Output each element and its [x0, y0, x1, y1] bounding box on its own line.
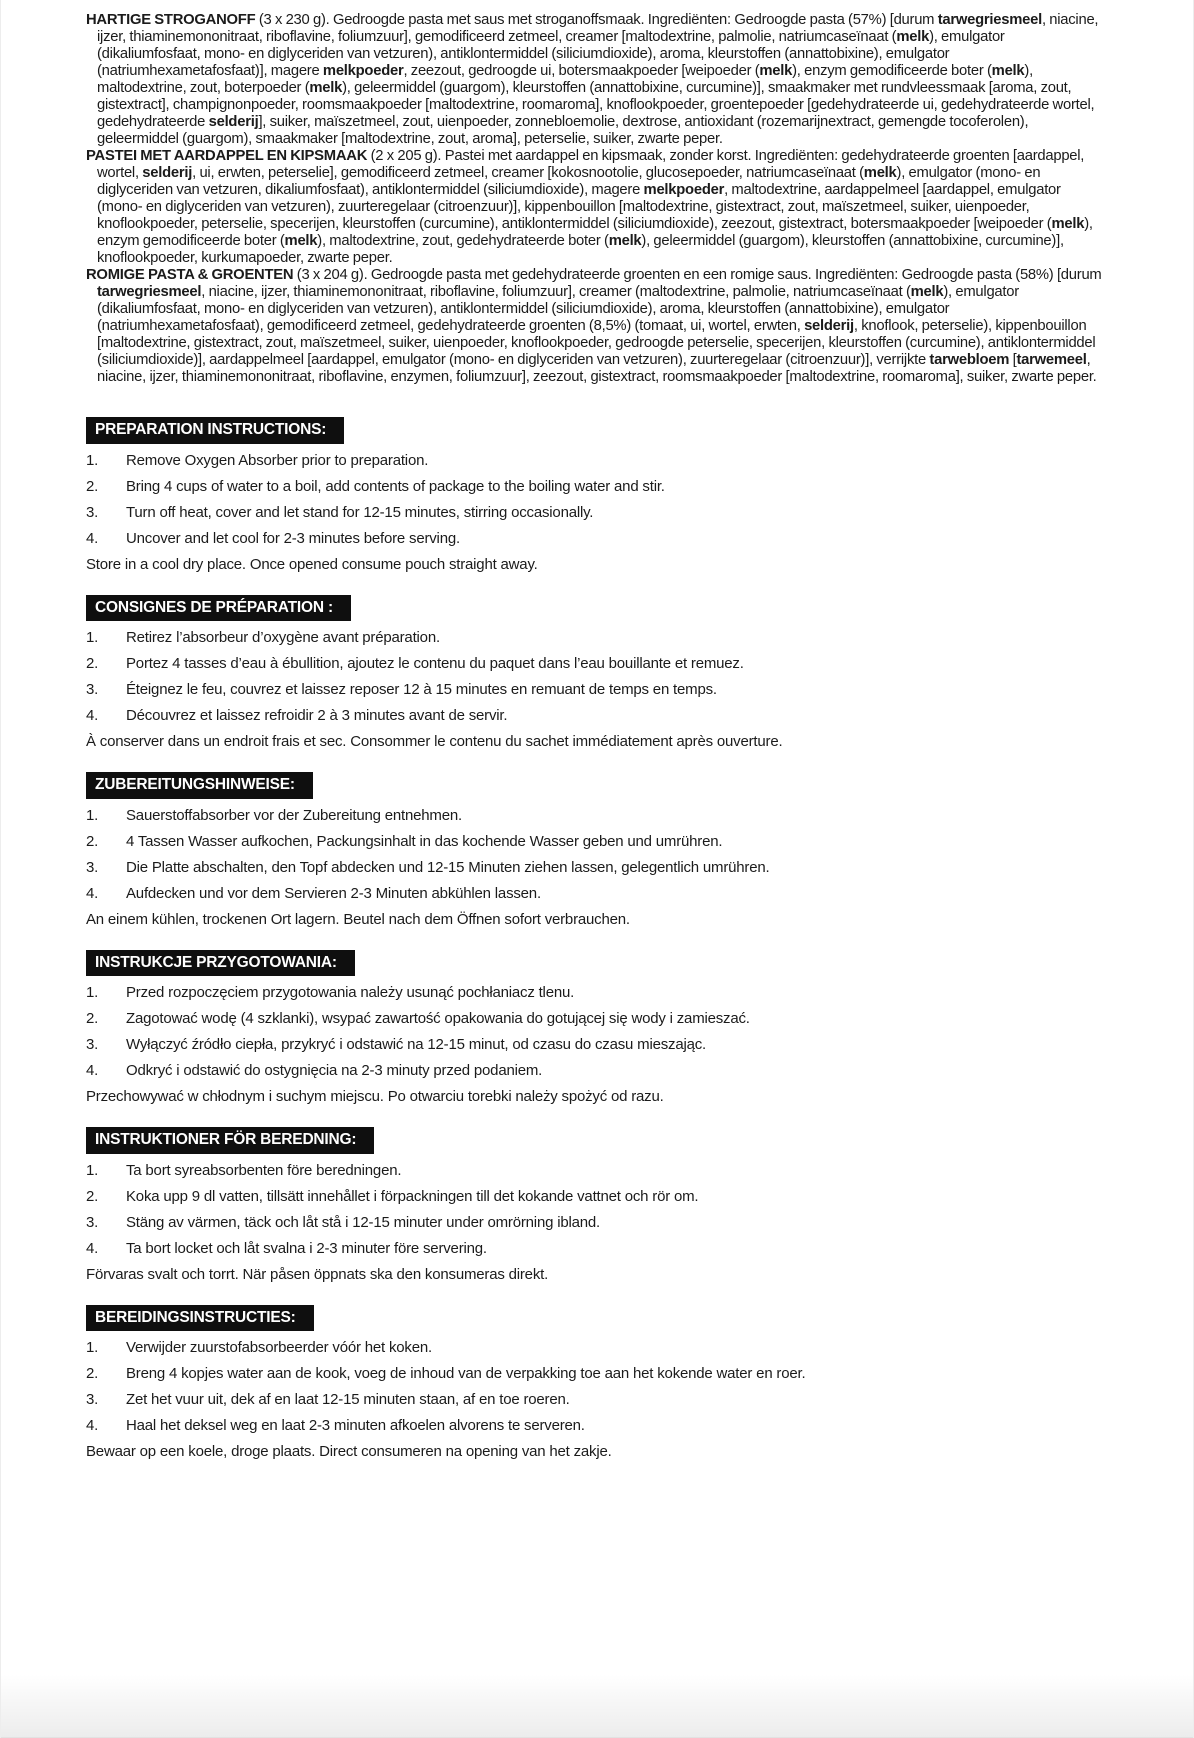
step-number: 3.	[86, 503, 99, 521]
step-text: Verwijder zuurstofabsorbeerder vóór het koken.	[126, 1339, 432, 1356]
step-row	[86, 1390, 1109, 1409]
storage-note: Bewaar op een koele, droge plaats. Direct consumeren na opening van het zakje.	[86, 1443, 612, 1460]
step-number: 3.	[86, 1036, 99, 1053]
step-text: Découvrez et laissez refroidir 2 à 3 minutes avant de servir.	[126, 707, 508, 724]
step-text: Portez 4 tasses d’eau à ébullition, ajoutez le contenu du paquet dans l’eau bouillante et remuez.	[126, 655, 744, 672]
step-number: 4.	[86, 884, 99, 902]
step-row	[86, 884, 1109, 903]
storage-note: Store in a cool dry place. Once opened consume pouch straight away.	[86, 555, 538, 573]
step-row	[86, 1009, 1109, 1028]
step-text: Koka upp 9 dl vatten, tillsätt innehållet i förpackningen till det kokande vattnet och rör om.	[126, 1187, 699, 1205]
step-number: 4.	[86, 1239, 99, 1257]
step-row	[86, 477, 1109, 496]
step-row	[86, 1161, 1109, 1180]
step-text: Remove Oxygen Absorber prior to preparation.	[126, 451, 429, 469]
section-preparation-english	[86, 417, 1109, 574]
step-row	[86, 706, 1109, 725]
step-number: 4.	[86, 707, 99, 724]
section-preparation-swedish	[86, 1127, 1109, 1284]
step-text: Stäng av värmen, täck och låt stå i 12-15 minuter under omrörning ibland.	[126, 1213, 600, 1231]
step-number: 1.	[86, 1339, 99, 1356]
step-text: Turn off heat, cover and let stand for 12-15 minutes, stirring occasionally.	[126, 503, 594, 521]
step-text: 4 Tassen Wasser aufkochen, Packungsinhalt in das kochende Wasser geben und umrühren.	[126, 832, 723, 850]
step-number: 3.	[86, 1213, 99, 1231]
step-text: Odkryć i odstawić do ostygnięcia na 2-3 minuty przed podaniem.	[126, 1062, 543, 1079]
step-number: 3.	[86, 858, 99, 876]
storage-note: Przechowywać w chłodnym i suchym miejscu. Po otwarciu torebki należy spożyć od razu.	[86, 1088, 664, 1105]
step-number: 2.	[86, 1010, 99, 1027]
step-row	[86, 529, 1109, 548]
section-preparation-german	[86, 772, 1109, 929]
step-text: Zagotować wodę (4 szklanki), wsypać zawartość opakowania do gotującej się wody i zamieszać.	[126, 1010, 750, 1027]
section-header-swedish: INSTRUKTIONER FÖR BEREDNING:	[86, 1127, 374, 1154]
step-row	[86, 832, 1109, 851]
step-number: 4.	[86, 1417, 99, 1434]
step-row	[86, 654, 1109, 673]
label-content	[1, 0, 1193, 1461]
ingredients-paragraph-hartige-stroganoff: HARTIGE STROGANOFF (3 x 230 g). Gedroogde pasta met saus met stroganoffsmaak. Ingrediënten: Gedroogde pasta (57%) [durum tarwegriesmeel, niacine, ijzer, thiaminemononitraat, riboflavine, foliumzuur], gemodificeerd zetmeel, creamer [maltodextrine, palmolie, natriumcaseïnaat (melk), emulgator (dikaliumfosfaat, mono- en diglyceriden van vetzuren), antiklontermiddel (siliciumdioxide), aroma, kleurstoffen (annattobixine), emulgator (natriumhexametafosfaat)], magere melkpoeder, zeezout, gedroogde ui, botersmaakpoeder [weipoeder (melk), enzym gemodificeerde boter (melk), maltodextrine, zout, boterpoeder (melk), geleermiddel (guargom), kleurstoffen (annattobixine, curcumine)], smaakmaker met rundvleessmaak [aroma, zout, gistextract], champignonpoeder, roomsmaakpoeder [maltodextrine, roomaroma], knoflookpoeder, groentepoeder [gedehydrateerde ui, gedehydrateerde wortel, gedehydrateerde selderij], suiker, maïszetmeel, zout, uienpoeder, zonnebloemolie, dextrose, antioxidant (rozemarijnextract, gemengde tocoferolen), geleermiddel (guargom), smaakmaker [maltodextrine, zout, aroma], peterselie, suiker, zwarte peper.	[86, 12, 1099, 147]
section-preparation-dutch	[86, 1305, 1109, 1462]
step-text: Wyłączyć źródło ciepła, przykryć i odstawić na 12-15 minut, od czasu do czasu mieszając.	[126, 1036, 707, 1053]
step-row	[86, 1035, 1109, 1054]
section-preparation-polish	[86, 950, 1109, 1107]
step-text: Éteignez le feu, couvrez et laissez reposer 12 à 15 minutes en remuant de temps en temps.	[126, 681, 717, 698]
step-text: Uncover and let cool for 2-3 minutes before serving.	[126, 529, 460, 547]
step-text: Bring 4 cups of water to a boil, add contents of package to the boiling water and stir.	[126, 477, 665, 495]
ingredients-paragraph-romige-pasta-groenten: ROMIGE PASTA & GROENTEN (3 x 204 g). Gedroogde pasta met gedehydrateerde groenten en een romige saus. Ingrediënten: Gedroogde pasta (58%) [durum tarwegriesmeel, niacine, ijzer, thiaminemononitraat, riboflavine, foliumzuur], creamer (maltodextrine, palmolie, natriumcaseïnaat (melk), emulgator (dikaliumfosfaat, mono- en diglyceriden van vetzuren), antiklontermiddel (siliciumdioxide), aroma, kleurstoffen (annattobixine), emulgator (natriumhexametafosfaat), gemodificeerd zetmeel, gedehydrateerde groenten (8,5%) (tomaat, ui, wortel, erwten, selderij, knoflook, peterselie), kippenbouillon [maltodextrine, gistextract, zout, maïszetmeel, suiker, uienpoeder, knoflookpoeder, gedroogde peterselie, specerijen, kleurstoffen (curcumine), antiklontermiddel (siliciumdioxide)], aardappelmeel [aardappel, emulgator (mono- en diglyceriden van vetzuren), zuurteregelaar (citroenzuur)], verrijkte tarwebloem [tarwemeel, niacine, ijzer, thiaminemononitraat, riboflavine, enzymen, foliumzuur], zeezout, gistextract, roomsmaakpoeder [maltodextrine, roomaroma], suiker, zwarte peper.	[86, 267, 1102, 385]
step-text: Zet het vuur uit, dek af en laat 12-15 minuten staan, af en toe roeren.	[126, 1391, 570, 1408]
step-row	[86, 983, 1109, 1002]
step-row	[86, 1213, 1109, 1232]
ingredients-paragraph-pastei-aardappel-kip: PASTEI MET AARDAPPEL EN KIPSMAAK (2 x 205 g). Pastei met aardappel en kipsmaak, zonder korst. Ingrediënten: gedehydrateerde groenten [aardappel, wortel, selderij, ui, erwten, peterselie], gemodificeerd zetmeel, creamer [kokosnootolie, glucosepoeder, natriumcaseïnaat (melk), emulgator (mono- en diglyceriden van vetzuren, dikaliumfosfaat), antiklontermiddel (siliciumdioxide), magere melkpoeder, maltodextrine, aardappelmeel [aardappel, emulgator (mono- en diglyceriden van vetzuren), zuurteregelaar (citroenzuur)], kippenbouillon [maltodextrine, gistextract, zout, maïszetmeel, suiker, uienpoeder, knoflookpoeder, peterselie, specerijen, kleurstoffen (curcumine), antiklontermiddel (siliciumdioxide), zeezout, gistextract, botersmaakpoeder [weipoeder (melk), enzym gemodificeerde boter (melk), maltodextrine, zout, gedehydrateerde boter (melk), geleermiddel (guargom), kleurstoffen (annattobixine, curcumine)], knoflookpoeder, kurkumapoeder, zwarte peper.	[86, 148, 1093, 266]
step-text: Ta bort syreabsorbenten före beredningen.	[126, 1161, 402, 1179]
section-header-dutch: BEREIDINGSINSTRUCTIES:	[86, 1305, 314, 1332]
section-header-french: CONSIGNES DE PRÉPARATION :	[86, 595, 351, 622]
step-row	[86, 1239, 1109, 1258]
storage-note: Förvaras svalt och torrt. När påsen öppnats ska den konsumeras direkt.	[86, 1265, 549, 1283]
step-row	[86, 858, 1109, 877]
step-number: 2.	[86, 1365, 99, 1382]
storage-note: À conserver dans un endroit frais et sec. Consommer le contenu du sachet immédiatement après ouverture.	[86, 733, 783, 750]
step-text: Haal het deksel weg en laat 2-3 minuten afkoelen alvorens te serveren.	[126, 1417, 585, 1434]
step-number: 3.	[86, 681, 99, 698]
section-header-english: PREPARATION INSTRUCTIONS:	[86, 417, 344, 444]
step-number: 1.	[86, 451, 99, 469]
step-text: Przed rozpoczęciem przygotowania należy usunąć pochłaniacz tlenu.	[126, 984, 575, 1001]
step-number: 2.	[86, 832, 99, 850]
step-number: 2.	[86, 1187, 99, 1205]
step-row	[86, 806, 1109, 825]
ingredients-block	[86, 12, 1109, 386]
step-row	[86, 1187, 1109, 1206]
step-number: 1.	[86, 1161, 99, 1179]
step-row	[86, 451, 1109, 470]
step-number: 1.	[86, 984, 99, 1001]
storage-note: An einem kühlen, trockenen Ort lagern. Beutel nach dem Öffnen sofort verbrauchen.	[86, 910, 630, 928]
step-text: Breng 4 kopjes water aan de kook, voeg de inhoud van de verpakking toe aan het kokende water en roer.	[126, 1365, 806, 1382]
bottom-gradient	[1, 1674, 1193, 1738]
step-row	[86, 1338, 1109, 1357]
step-text: Ta bort locket och låt svalna i 2-3 minuter före servering.	[126, 1239, 487, 1257]
step-number: 1.	[86, 629, 99, 646]
step-number: 1.	[86, 806, 99, 824]
step-row	[86, 1061, 1109, 1080]
step-row	[86, 628, 1109, 647]
step-row	[86, 1416, 1109, 1435]
step-row	[86, 680, 1109, 699]
step-row	[86, 503, 1109, 522]
step-text: Sauerstoffabsorber vor der Zubereitung entnehmen.	[126, 806, 462, 824]
step-number: 3.	[86, 1391, 99, 1408]
step-text: Retirez l’absorbeur d’oxygène avant préparation.	[126, 629, 440, 646]
section-header-german: ZUBEREITUNGSHINWEISE:	[86, 772, 313, 799]
step-number: 2.	[86, 655, 99, 672]
step-number: 2.	[86, 477, 99, 495]
step-text: Aufdecken und vor dem Servieren 2-3 Minuten abkühlen lassen.	[126, 884, 541, 902]
step-row	[86, 1364, 1109, 1383]
section-preparation-french	[86, 595, 1109, 752]
section-header-polish: INSTRUKCJE PRZYGOTOWANIA:	[86, 950, 355, 977]
step-number: 4.	[86, 1062, 99, 1079]
step-text: Die Platte abschalten, den Topf abdecken und 12-15 Minuten ziehen lassen, gelegentlich umrühren.	[126, 858, 770, 876]
step-number: 4.	[86, 529, 99, 547]
